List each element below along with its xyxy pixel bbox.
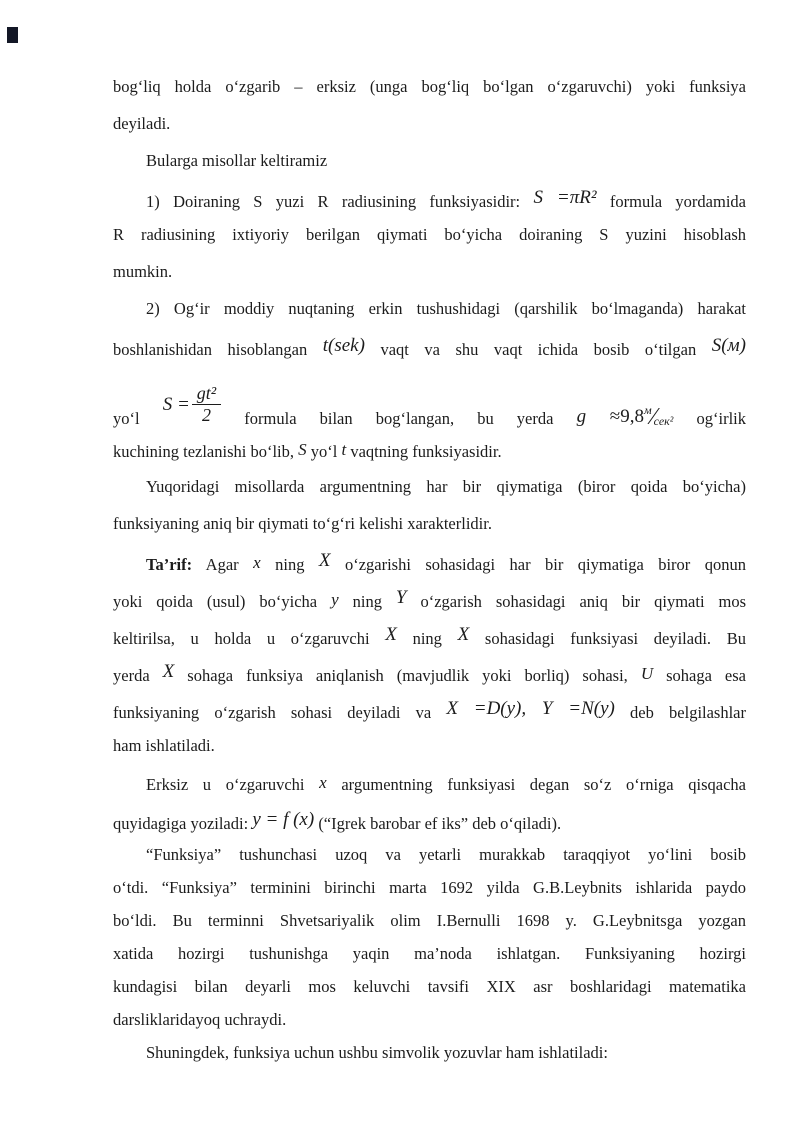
text-line	[113, 904, 746, 937]
math-slant-fraction	[576, 403, 674, 430]
text-line	[113, 105, 746, 142]
text-line	[113, 801, 746, 838]
math-expression: t(sek)	[322, 335, 365, 356]
text-run: xatida hozirgi tushunishga yaqin ma’noda ishlatgan. Funksiyaning hozirgi	[113, 944, 746, 963]
text-run: boshlanishidan hisoblangan	[113, 340, 323, 359]
text-run: yerda	[113, 666, 163, 685]
slant-fraction-denominator: сек²	[653, 414, 674, 428]
text-run: yoki qoida (usul) bo‘yicha	[113, 592, 332, 611]
math-expression: U	[640, 664, 654, 683]
fraction-lhs: S =	[162, 394, 190, 415]
document-page	[113, 68, 746, 1069]
text-run: formula bilan bog‘langan, bu yerda	[221, 409, 577, 428]
paragraph	[113, 68, 746, 142]
text-run: Yuqoridagi misollarda argumentning har bir qiymatiga (biror qoida bo‘yicha)	[146, 477, 746, 496]
text-run: vaqtning funksiyasidir.	[346, 442, 502, 461]
text-line	[113, 68, 746, 105]
text-run: 2) Og‘ir moddiy nuqtaning erkin tushushidagi (qarshilik bo‘lmaganda) harakat	[146, 299, 746, 318]
text-line	[113, 653, 746, 690]
text-line	[113, 871, 746, 904]
fraction-numerator: gt²	[192, 383, 221, 405]
paragraph	[113, 764, 746, 838]
text-line	[113, 505, 746, 542]
text-line	[113, 142, 746, 179]
text-run: o‘zgarish sohasidagi aniq bir qiymati mos	[406, 592, 747, 611]
text-line	[113, 970, 746, 1003]
paragraph	[113, 542, 746, 764]
text-run: o‘tdi. “Funksiya” terminini birinchi marta 1692 yilda G.B.Leybnits ishlarida paydo	[113, 878, 746, 897]
slant-fraction-value: ≈9,8	[586, 406, 644, 427]
text-run: kuchining tezlanishi bo‘lib,	[113, 442, 299, 461]
text-line	[113, 764, 746, 801]
paragraph	[113, 1036, 746, 1069]
text-run: argumentning funksiyasi degan so‘z o‘rniga qisqacha	[326, 775, 746, 794]
bold-run: Ta’rif:	[146, 555, 193, 574]
text-line	[113, 542, 746, 579]
text-line	[113, 253, 746, 290]
text-run: bog‘liq holda o‘zgarib – erksiz (unga bog‘liq bo‘lgan o‘zgaruvchi) yoki funksiya	[113, 77, 746, 96]
paragraph	[113, 179, 746, 290]
text-run: keltirilsa, u holda u o‘zgaruvchi	[113, 629, 386, 648]
paragraph	[113, 290, 746, 468]
text-run: Erksiz u o‘zgaruvchi	[146, 775, 320, 794]
text-run: ham ishlatiladi.	[113, 736, 215, 755]
text-run: Bularga misollar keltiramiz	[146, 151, 328, 170]
text-run: Agar	[192, 555, 254, 574]
text-line	[113, 290, 746, 327]
text-line	[113, 727, 746, 764]
text-run: yo‘l	[113, 409, 163, 428]
slant-fraction-numerator: м	[643, 403, 652, 417]
text-run: deyiladi.	[113, 114, 171, 133]
text-line	[113, 431, 746, 468]
fraction-denominator: 2	[201, 405, 211, 425]
text-run: funksiyaning aniq bir qiymati to‘g‘ri kelishi xarakterlidir.	[113, 514, 492, 533]
math-expression: S =πR²	[533, 187, 597, 208]
text-run: og‘irlik	[673, 409, 746, 428]
text-line	[113, 216, 746, 253]
text-line	[113, 179, 746, 216]
slant-fraction-variable: g	[576, 406, 587, 427]
text-run: funksiyaning o‘zgarish sohasi deyiladi va	[113, 703, 447, 722]
paragraph	[113, 838, 746, 1036]
math-expression: y = f (x)	[252, 809, 315, 830]
text-line	[113, 327, 746, 364]
text-run: ning	[396, 629, 458, 648]
text-run: vaqt va shu vaqt ichida bosib o‘tilgan	[364, 340, 712, 359]
paragraph	[113, 468, 746, 542]
fraction-stack	[192, 383, 221, 426]
scan-artifact	[7, 27, 18, 43]
text-line	[113, 1003, 746, 1036]
math-expression: X	[457, 624, 470, 645]
fraction-slash: ⁄	[651, 404, 654, 430]
math-expression: S	[298, 440, 307, 459]
text-run: quyidagiga yoziladi:	[113, 814, 253, 833]
text-run: darsliklaridayoq uchraydi.	[113, 1010, 287, 1029]
math-fraction	[163, 383, 221, 426]
text-line	[113, 468, 746, 505]
text-line	[113, 616, 746, 653]
math-expression: x	[319, 773, 327, 792]
text-run: 1) Doiraning S yuzi R radiusining funksiyasidir:	[146, 192, 534, 211]
math-expression: X	[162, 661, 175, 682]
math-expression: X	[385, 624, 397, 645]
text-run: kundagisi bilan deyarli mos keluvchi tavsifi XIX asr boshlaridagi matematika	[113, 977, 746, 996]
text-run: R radiusining ixtiyoriy berilgan qiymati bo‘yicha doiraning S yuzini hisoblash	[113, 225, 746, 244]
text-run: Shuningdek, funksiya uchun ushbu simvolik yozuvlar ham ishlatiladi:	[146, 1043, 608, 1062]
text-run: sohaga esa	[653, 666, 746, 685]
text-run: ning	[260, 555, 319, 574]
text-line	[113, 937, 746, 970]
text-run: ning	[338, 592, 396, 611]
math-expression: X	[318, 550, 331, 571]
text-line	[113, 579, 746, 616]
math-expression: t	[341, 440, 347, 459]
math-expression: x	[253, 553, 261, 572]
text-run: o‘zgarishi sohasidagi har bir qiymatiga biror qonun	[330, 555, 746, 574]
math-expression: S(м)	[711, 335, 746, 356]
text-run: “Funksiya” tushunchasi uzoq va yetarli murakkab taraqqiyot yo‘lini bosib	[146, 845, 746, 864]
text-run: bo‘ldi. Bu terminni Shvetsariyalik olim I.Bernulli 1698 y. G.Leybnitsga yozgan	[113, 911, 746, 930]
math-expression: y	[331, 590, 339, 609]
text-run: (“Igrek barobar ef iks” deb o‘qiladi).	[314, 814, 562, 833]
text-run: sohaga funksiya aniqlanish (mavjudlik yoki borliq) sohasi,	[174, 666, 641, 685]
text-run: deb belgilashlar	[614, 703, 747, 722]
text-line	[113, 383, 746, 431]
math-expression: Y	[395, 587, 407, 608]
text-run: formula yordamida	[596, 192, 746, 211]
text-line	[113, 838, 746, 871]
text-run: sohasidagi funksiyasi deyiladi. Bu	[469, 629, 746, 648]
text-line	[113, 1036, 746, 1069]
math-expression: X =D(y), Y =N(y)	[446, 698, 615, 719]
text-line	[113, 690, 746, 727]
text-run: yo‘l	[306, 442, 342, 461]
text-run: mumkin.	[113, 262, 173, 281]
paragraph	[113, 142, 746, 179]
